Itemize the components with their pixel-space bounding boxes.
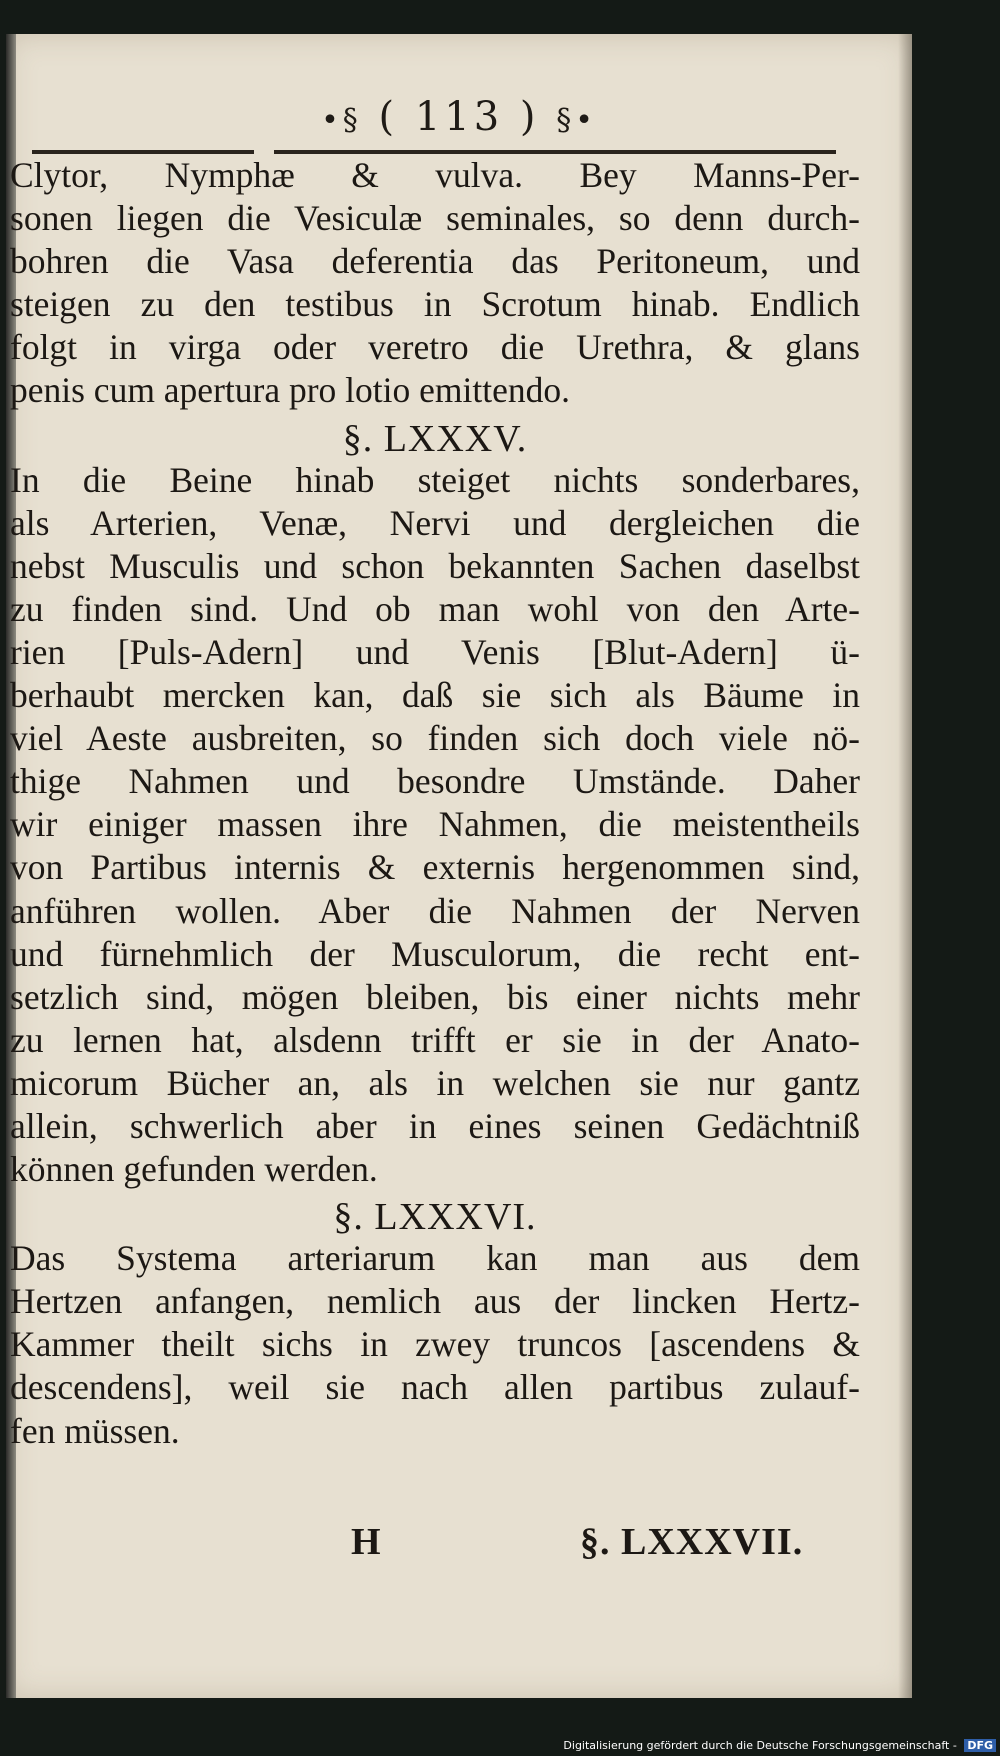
text-line: von Partibus internis & externis hergenommen sind, [10,847,860,888]
text-line: fen müssen. [10,1410,180,1451]
signature-mark: H [351,1521,381,1563]
text-line: allein, schwerlich aber in eines seinen Gedächtniß [10,1105,860,1146]
page-footer [6,1520,912,1570]
text-line: viel Aeste ausbreiten, so finden sich doch viele nö- [10,718,860,759]
credit-text: Digitalisierung gefördert durch die Deutsche Forschungsgemeinschaft - [563,1739,957,1752]
text-line: rien [Puls-Adern] und Venis [Blut-Adern] ü- [10,631,860,672]
text-line: bohren die Vasa deferentia das Peritoneum, und [10,241,860,282]
text-line: als Arterien, Venæ, Nervi und dergleichen die [10,502,860,543]
page-header [6,94,912,140]
text-line: berhaubt mercken kan, daß sie sich als Bäume in [10,675,860,716]
text-line: Clytor, Nymphæ & vulva. Bey Manns-Per- [10,155,860,195]
header-ornament-left: •§ [321,103,362,138]
text-line: thige Nahmen und besondre Umstände. Daher [10,761,860,802]
text-line: penis cum apertura pro lotio emittendo. [10,370,570,411]
text-line: micorum Bücher an, als in welchen sie nur gantz [10,1062,860,1103]
catchword: §. LXXXVII. [580,1521,804,1563]
text-line: In die Beine hinab steiget nichts sonderbares, [10,459,860,500]
digitization-credit [563,1739,996,1752]
text-line: Hertzen anfangen, nemlich aus der lincken Hertz- [10,1281,860,1322]
text-line: zu lernen hat, alsdenn trifft er sie in der Anato- [10,1019,860,1060]
section-heading: §. LXXXV. [342,417,528,460]
page-edge-shadow [898,34,912,1698]
text-line: und fürnehmlich der Musculorum, die recht ent- [10,933,860,974]
dfg-logo: DFG [964,1739,996,1752]
text-line: Kammer theilt sichs in zwey truncos [ascendens & [10,1324,860,1365]
text-line: setzlich sind, mögen bleiben, bis einer nichts mehr [10,976,860,1017]
book-page [6,34,912,1698]
section-heading: §. LXXXVI. [333,1196,537,1239]
text-line: steigen zu den testibus in Scrotum hinab. Endlich [10,284,860,325]
page-number: ( 113 ) [378,94,540,140]
text-line: nebst Musculis und schon bekannten Sachen daselbst [10,545,860,586]
text-line: können gefunden werden. [10,1149,378,1190]
text-line: anführen wollen. Aber die Nahmen der Nerven [10,890,860,931]
text-line: zu finden sind. Und ob man wohl von den Arte- [10,588,860,629]
text-line: wir einiger massen ihre Nahmen, die meistentheils [10,804,860,845]
text-line: descendens], weil sie nach allen partibus zulauf- [10,1367,860,1408]
body-text [10,154,860,1453]
text-line: folgt in virga oder veretro die Urethra, & glans [10,327,860,368]
text-line: sonen liegen die Vesiculæ seminales, so denn durch- [10,198,860,239]
header-ornament-right: §• [556,103,597,138]
text-line: Das Systema arteriarum kan man aus dem [10,1238,860,1279]
